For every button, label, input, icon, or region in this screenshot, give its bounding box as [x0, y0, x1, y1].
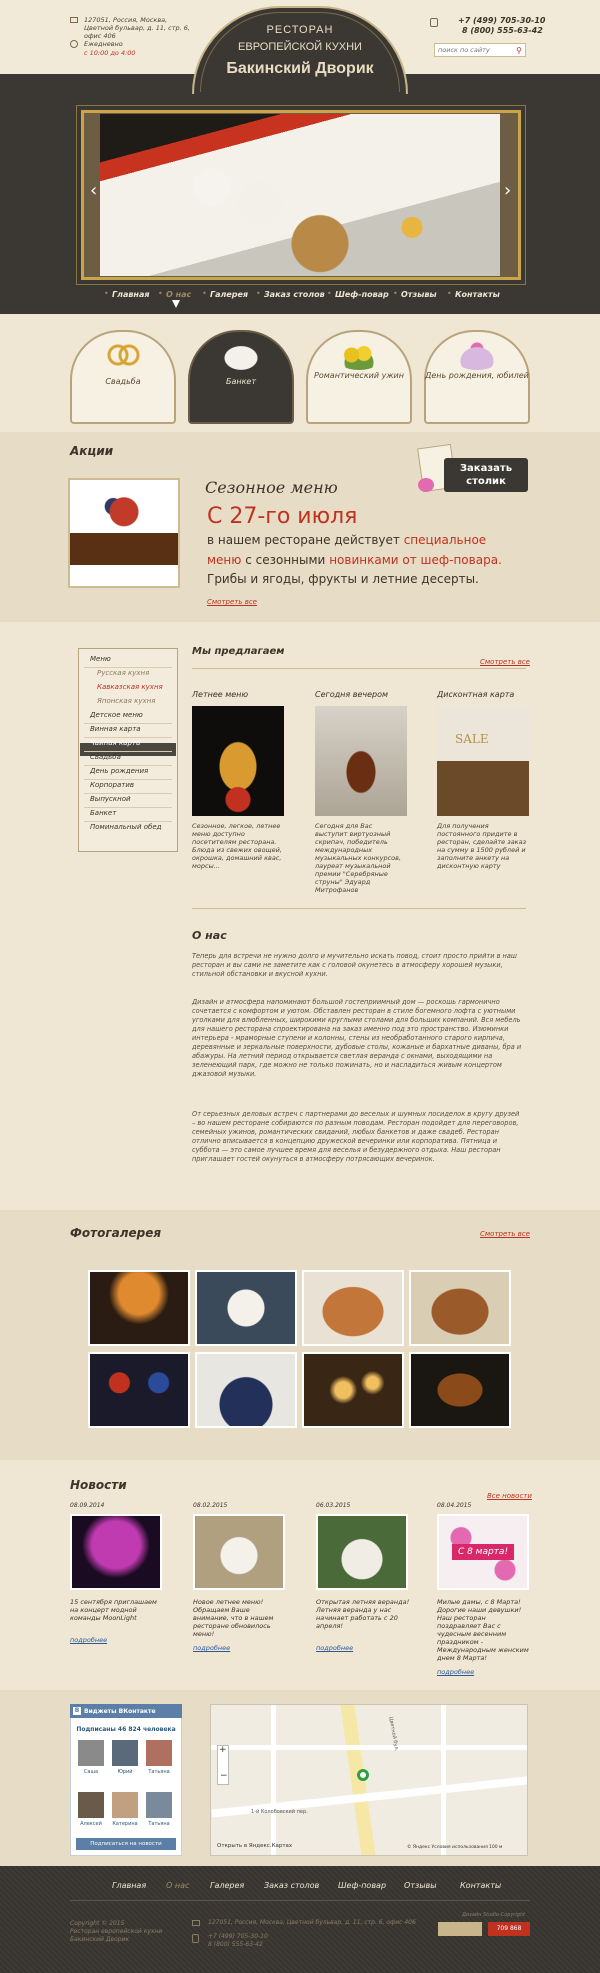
vk-subscribe-button[interactable]: Подписаться на новости: [76, 1838, 176, 1850]
side-menu-item[interactable]: Чайная карта: [90, 739, 141, 747]
nav-about[interactable]: О нас: [166, 290, 192, 299]
cursor-pointer-icon: [172, 300, 180, 308]
side-menu-item[interactable]: Банкет: [90, 809, 117, 817]
logo-line1: РЕСТОРАН: [266, 24, 334, 36]
map-scale: 100 м: [489, 1845, 503, 1850]
category-romantic-label: Романтический ужин: [314, 371, 404, 380]
news-all-link[interactable]: Все новости: [487, 1492, 532, 1500]
footer-nav-booking[interactable]: Заказ столов: [264, 1881, 320, 1890]
logo-line2: ЕВРОПЕЙСКОЙ КУХНИ: [238, 41, 362, 53]
phone-icon: [192, 1934, 199, 1943]
news-more-link-1[interactable]: подробнее: [70, 1636, 108, 1644]
visitor-counter: 709 868: [488, 1922, 530, 1936]
news-title: Новости: [70, 1478, 127, 1492]
mail-icon: [70, 17, 78, 23]
nav-bullet-icon: •: [327, 289, 332, 298]
category-wedding-label: Свадьба: [105, 377, 141, 386]
vk-avatar[interactable]: [78, 1740, 104, 1766]
gallery-image-7[interactable]: [302, 1352, 404, 1428]
category-banquet-label: Банкет: [225, 377, 257, 386]
side-menu-item[interactable]: Корпоратив: [90, 781, 135, 789]
gallery-image-3[interactable]: [302, 1270, 404, 1346]
divider: [192, 908, 526, 909]
promo-text-3: Грибы и ягоды, фрукты и летние десерты.: [207, 572, 479, 586]
vk-subs[interactable]: Подписаны 46 824 человека: [76, 1726, 176, 1733]
side-menu-divider: [84, 667, 172, 668]
promo-text-2: с сезонными: [245, 553, 326, 567]
nav-contacts[interactable]: Контакты: [455, 290, 500, 299]
news-card-8march: С 8 марта!: [452, 1544, 514, 1560]
plate-icon: [216, 340, 266, 370]
about-title: О нас: [192, 929, 227, 942]
gallery-see-all-link[interactable]: Смотреть все: [480, 1230, 530, 1238]
phone-icon: [430, 18, 438, 27]
side-menu-item[interactable]: Винная карта: [90, 725, 141, 733]
news-text-4: Милые дамы, с 8 Марта! Дорогие наши девушки! Наш ресторан поздравляет Вас с чудесным весенним праздником - Международным женским днем 8 Марта!: [437, 1598, 529, 1662]
nav-bullet-icon: •: [202, 289, 207, 298]
vk-avatar-name[interactable]: Юрий: [117, 1769, 133, 1775]
flower-icon: [418, 478, 434, 492]
nav-bullet-icon: •: [447, 289, 452, 298]
side-menu-divider: [84, 723, 172, 724]
gallery-image-8[interactable]: [409, 1352, 511, 1428]
vk-avatar-name[interactable]: Татьяна: [148, 1821, 170, 1827]
map-road: [340, 1705, 375, 1856]
nav-bullet-icon: •: [104, 289, 109, 298]
category-birthday-label: День рождения, юбилей: [425, 371, 529, 380]
side-menu-divider: [84, 737, 172, 738]
slider-next-icon[interactable]: ›: [504, 180, 512, 201]
footer-phone-2[interactable]: 8 (800) 555-63-42: [208, 1941, 263, 1948]
hours-value: с 10:00 до 4:00: [84, 49, 136, 57]
vk-avatar[interactable]: [112, 1740, 138, 1766]
nav-booking[interactable]: Заказ столов: [264, 290, 325, 299]
news-text-2: Новое летнее меню! Обращаем Ваше внимание, что в нашем ресторане обновилось меню!: [193, 1598, 274, 1638]
gallery-image-6[interactable]: [195, 1352, 297, 1428]
side-menu-divider: [84, 793, 172, 794]
map-marker-icon[interactable]: [357, 1769, 369, 1781]
gallery-image-2[interactable]: [195, 1270, 297, 1346]
promo-text-2-red2: новинками от шеф-повара.: [329, 553, 502, 567]
map-terms[interactable]: © Яндекс Условия использования: [407, 1845, 488, 1850]
zoom-out-icon[interactable]: −: [220, 1771, 228, 1781]
phone-1[interactable]: +7 (499) 705-30-10: [458, 16, 546, 25]
gallery-image-1[interactable]: [88, 1270, 190, 1346]
news-more-link-4[interactable]: подробнее: [437, 1668, 475, 1676]
footer-copyright-2: Ресторан европейской кухни: [70, 1928, 163, 1935]
vk-avatar[interactable]: [78, 1792, 104, 1818]
vk-avatar-name[interactable]: Катерина: [112, 1821, 138, 1827]
promo-text-1: в нашем ресторане действует: [207, 533, 400, 547]
offers-see-all-link[interactable]: Смотреть все: [480, 658, 530, 666]
side-menu-item[interactable]: День рождения: [90, 767, 149, 775]
rings-icon: [98, 340, 148, 370]
footer-design[interactable]: Дизайн Studio-Copyright: [462, 1912, 526, 1918]
gallery-image-4[interactable]: [409, 1270, 511, 1346]
promo-date: С 27-го июля: [207, 504, 358, 529]
side-menu-divider: [84, 779, 172, 780]
news-date-4: 08.04.2015: [437, 1502, 472, 1509]
news-image-1[interactable]: [70, 1514, 162, 1590]
nav-bullet-icon: •: [256, 289, 261, 298]
offers-title: Мы предлагаем: [192, 646, 285, 657]
news-text-1: 15 сентября приглашаем на концерт модной команды MoonLight: [70, 1598, 157, 1622]
map-street-label: Цветной бул.: [387, 1716, 400, 1752]
zoom-in-icon[interactable]: +: [219, 1745, 227, 1755]
side-menu-item[interactable]: Свадьба: [90, 753, 121, 761]
offer-image-sale[interactable]: [437, 706, 529, 816]
news-image-3[interactable]: [316, 1514, 408, 1590]
side-menu-item[interactable]: Русская кухня: [97, 669, 150, 677]
offer-text-tonight: Сегодня для Вас выступит виртуозный скрипач, победитель международных музыкальных конкурсов, лауреат музыкальной премии "Серебряные струны" Эдуард Митрофанов: [315, 822, 402, 894]
mail-icon: [192, 1920, 200, 1926]
footer-address: 127051, Россия, Москва, Цветной бульвар, д. 11, стр. 6, офис 406: [208, 1919, 416, 1926]
side-menu-divider: [84, 751, 172, 752]
footer-copyright-3: Бакинский Дворик: [70, 1936, 130, 1943]
nav-bullet-icon: •: [158, 289, 163, 298]
footer-divider: [70, 1900, 530, 1901]
sale-card-text: SALE: [455, 732, 489, 746]
gallery-title: Фотогалерея: [70, 1226, 162, 1240]
nav-reviews[interactable]: Отзывы: [401, 290, 437, 299]
offer-text-summer: Сезонное, легкое, летнее меню доступно посетителям ресторана. Блюда из свежих овощей, окрошка, домашний квас, морсы...: [192, 822, 282, 870]
vk-avatar[interactable]: [112, 1792, 138, 1818]
vk-avatar-name[interactable]: Саша: [83, 1769, 99, 1775]
hours-label: Ежедневно: [84, 40, 123, 48]
slider-prev-icon[interactable]: ‹: [90, 180, 98, 201]
footer-phone-1[interactable]: +7 (499) 705-30-10: [208, 1933, 268, 1940]
nav-bullet-icon: •: [393, 289, 398, 298]
vk-title: Виджеты ВКонтакте: [84, 1708, 156, 1715]
vk-avatar[interactable]: [146, 1740, 172, 1766]
map-road: [441, 1705, 446, 1856]
vk-avatar-name[interactable]: Татьяна: [148, 1769, 170, 1775]
flowers-icon: [334, 340, 384, 370]
search-icon[interactable]: ⚲: [516, 46, 522, 55]
news-image-2[interactable]: [193, 1514, 285, 1590]
promo-see-all-link[interactable]: Смотреть все: [207, 598, 257, 606]
side-menu-item[interactable]: Поминальный обед: [90, 823, 162, 831]
clock-icon: [70, 40, 78, 48]
studio-logo[interactable]: [438, 1922, 482, 1936]
map-road: [211, 1745, 528, 1750]
search-input[interactable]: [435, 44, 509, 56]
footer-copyright-1: Copyright © 2015: [70, 1920, 125, 1927]
map-open-link[interactable]: Открыть в Яндекс.Картах: [217, 1843, 293, 1849]
map-road: [271, 1705, 276, 1856]
search-box[interactable]: [434, 43, 526, 57]
news-more-link-2[interactable]: подробнее: [193, 1644, 231, 1652]
about-paragraph-2: Дизайн и атмосфера напоминают большой гостеприимный дом — роскошь гармонично сочетается с комфортом и уютом. Обставлен ресторан в стиле богемного лофта с уютными уголками для влюбленных, широкими круглыми столами для больших компаний. Вся мебель для нашего ресторана спроектирована на заказ именно под это пространство. Изюминки интерьера - мраморные ступени и колонны, стены из необработанного старого кирпича, деревянные и зеркальные поверхности, дубовые столы, кожаные и бархатные диваны, бра и абажуры. На летний период открывается светлая веранда с окнами, выходящими на зеленеющий парк, где можно не только пожинать, но и насладиться живым концертом джазовой музыки.: [192, 998, 522, 1078]
news-date-2: 08.02.2015: [193, 1502, 228, 1509]
news-date-1: 08.09.2014: [70, 1502, 105, 1509]
nav-chef[interactable]: Шеф-повар: [335, 290, 389, 299]
promo-cake-image: [68, 478, 180, 588]
phone-2[interactable]: 8 (800) 555-63-42: [462, 26, 543, 35]
footer-nav-gallery[interactable]: Галерея: [210, 1881, 245, 1890]
side-menu-item[interactable]: Меню: [90, 655, 111, 663]
side-menu-divider: [84, 821, 172, 822]
footer-nav-reviews[interactable]: Отзывы: [404, 1881, 437, 1890]
header-address: 127051, Россия, Москва, Цветной бульвар, д. 11, стр. 6, офис 406: [84, 16, 190, 40]
promo-heading: Сезонное меню: [205, 478, 338, 497]
logo-title[interactable]: Бакинский Дворик: [226, 60, 374, 77]
offer-text-discount: Для получения постоянного придите в ресторан, сделайте заказ на сумму в 1500 рублей и заполните анкету на дисконтную карту: [437, 822, 527, 870]
cake-icon: [452, 340, 502, 370]
footer-nav-about[interactable]: О нас: [166, 1881, 190, 1890]
side-menu-item[interactable]: Детское меню: [90, 711, 143, 719]
news-text-3: Открытая летняя веранда! Летняя веранда у нас начинает работать с 20 апреля!: [316, 1598, 410, 1630]
map-street-label: 1-й Колобовский пер.: [251, 1809, 308, 1815]
footer-nav-chef[interactable]: Шеф-повар: [338, 1881, 387, 1890]
promo-text-2-red: меню: [207, 553, 242, 567]
news-more-link-3[interactable]: подробнее: [316, 1644, 354, 1652]
vk-avatar[interactable]: [146, 1792, 172, 1818]
news-date-3: 06.03.2015: [316, 1502, 351, 1509]
vk-logo-icon: В: [74, 1707, 80, 1714]
side-menu-divider: [84, 765, 172, 766]
offer-image-violin[interactable]: [315, 706, 407, 816]
offer-title-summer: Летнее меню: [192, 690, 249, 699]
gallery-image-5[interactable]: [88, 1352, 190, 1428]
offer-title-tonight: Сегодня вечером: [315, 690, 389, 699]
side-menu-item[interactable]: Кавказская кухня: [97, 683, 163, 691]
about-paragraph-3: От серьезных деловых встреч с партнерами до веселых и шумных посиделок в кругу друзей – во нашем ресторане собираются по разным поводам. Ресторан подойдет для переговоров, семейных ужинов, романтических свиданий, любых банкетов и даже свадеб. Ресторан отлично вписывается в концепцию дружеской вечеринки или корпоратива. Пятница и суббота — это самое лучшее время для веселья и безудержного отдыха. Наш ресторан приглашает гостей окунуться в атмосферу потрясающих вечеринок.: [192, 1110, 520, 1163]
about-paragraph-1: Теперь для встречи не нужно долго и мучительно искать повод, стоит просто прийти в наш ресторан и вы сами не заметите как с головой окунетесь в атмосферу хорошей музыки, стильной обстановки и вкусной кухни.: [192, 952, 517, 978]
side-menu-item[interactable]: Выпускной: [90, 795, 131, 803]
promo-title: Акции: [70, 444, 114, 458]
vk-avatar-name[interactable]: Алексей: [80, 1821, 102, 1827]
promo-text-1-red: специальное: [403, 533, 487, 547]
side-menu-item[interactable]: Японская кухня: [97, 697, 156, 705]
divider: [192, 668, 526, 669]
offer-title-discount: Дисконтная карта: [437, 690, 515, 699]
side-menu-divider: [84, 807, 172, 808]
map[interactable]: [210, 1704, 528, 1856]
nav-gallery[interactable]: Галерея: [210, 290, 249, 299]
nav-home[interactable]: Главная: [112, 290, 150, 299]
footer-nav-contacts[interactable]: Контакты: [460, 1881, 502, 1890]
slider-image[interactable]: [100, 114, 500, 276]
offer-image-summer[interactable]: [192, 706, 284, 816]
footer-nav-home[interactable]: Главная: [112, 1881, 147, 1890]
order-table-button[interactable]: Заказать столик: [444, 458, 528, 492]
